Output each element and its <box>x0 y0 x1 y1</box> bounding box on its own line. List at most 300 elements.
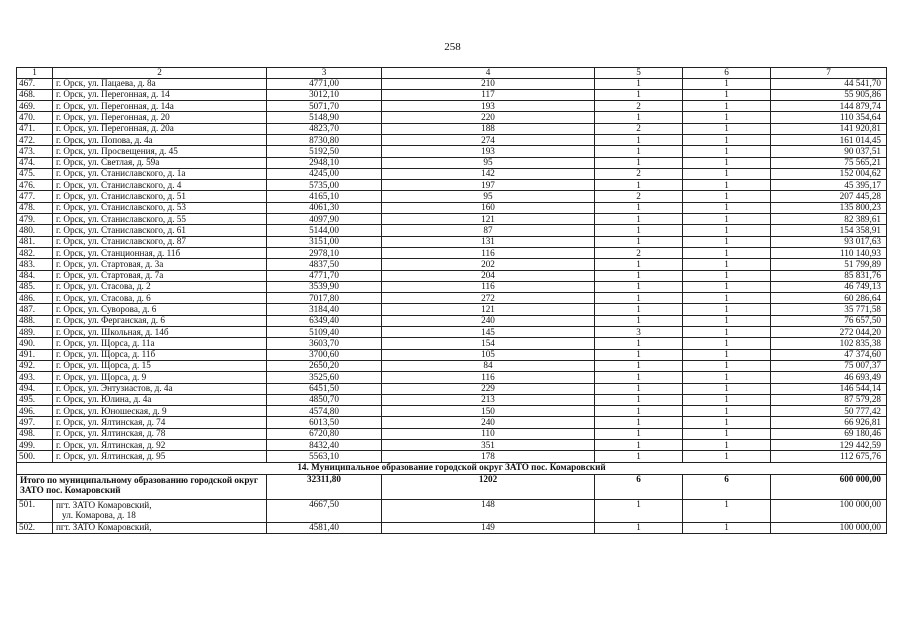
row-number: 478. <box>17 202 53 213</box>
row-col-5: 1 <box>595 394 683 405</box>
row-col-3: 3700,60 <box>267 349 382 360</box>
table-row <box>17 191 887 202</box>
table-row <box>17 360 887 371</box>
row-col-6: 1 <box>683 89 771 100</box>
row-col-6: 1 <box>683 349 771 360</box>
row-col-4: 213 <box>382 394 595 405</box>
row-number: 482. <box>17 247 53 258</box>
row-col-5: 3 <box>595 327 683 338</box>
row-col-3: 6349,40 <box>267 315 382 326</box>
table-row <box>17 451 887 462</box>
total-col-6: 6 <box>683 474 771 499</box>
row-number: 471. <box>17 123 53 134</box>
row-col-6: 1 <box>683 499 771 522</box>
table-row <box>17 327 887 338</box>
row-number: 468. <box>17 89 53 100</box>
row-col-7: 93 017,63 <box>771 236 887 247</box>
table-row <box>17 293 887 304</box>
row-col-6: 1 <box>683 428 771 439</box>
row-col-7: 154 358,91 <box>771 225 887 236</box>
row-col-7: 87 579,28 <box>771 394 887 405</box>
row-number: 494. <box>17 383 53 394</box>
row-col-4: 95 <box>382 191 595 202</box>
row-address: г. Орск, ул. Ферганская, д. 6 <box>53 315 267 326</box>
row-address: г. Орск, ул. Суворова, д. 6 <box>53 304 267 315</box>
row-col-4: 210 <box>382 78 595 89</box>
row-col-4: 154 <box>382 338 595 349</box>
table-row <box>17 202 887 213</box>
row-col-6: 1 <box>683 236 771 247</box>
table-row <box>17 259 887 270</box>
total-row <box>17 474 887 499</box>
row-number: 488. <box>17 315 53 326</box>
row-col-7: 129 442,59 <box>771 440 887 451</box>
row-col-7: 55 905,86 <box>771 89 887 100</box>
total-col-7: 600 000,00 <box>771 474 887 499</box>
row-number: 498. <box>17 428 53 439</box>
row-col-6: 1 <box>683 522 771 533</box>
row-col-4: 87 <box>382 225 595 236</box>
row-address <box>53 522 267 533</box>
row-number: 475. <box>17 168 53 179</box>
row-col-7: 272 044,20 <box>771 327 887 338</box>
row-number: 476. <box>17 180 53 191</box>
row-col-4: 149 <box>382 522 595 533</box>
row-col-7: 69 180,46 <box>771 428 887 439</box>
row-col-3: 3184,40 <box>267 304 382 315</box>
row-col-3: 4771,70 <box>267 270 382 281</box>
row-col-6: 1 <box>683 146 771 157</box>
row-col-3: 6720,80 <box>267 428 382 439</box>
section-heading-row <box>17 462 887 474</box>
row-col-6: 1 <box>683 112 771 123</box>
row-col-5: 1 <box>595 451 683 462</box>
row-col-7: 47 374,60 <box>771 349 887 360</box>
row-col-4: 116 <box>382 281 595 292</box>
row-col-5: 1 <box>595 383 683 394</box>
row-address: г. Орск, ул. Стартовая, д. 7а <box>53 270 267 281</box>
row-col-5: 1 <box>595 180 683 191</box>
row-col-5: 1 <box>595 225 683 236</box>
row-number: 491. <box>17 349 53 360</box>
row-col-7: 60 286,64 <box>771 293 887 304</box>
row-col-4: 197 <box>382 180 595 191</box>
row-address: г. Орск, ул. Перегонная, д. 20а <box>53 123 267 134</box>
row-address: г. Орск, ул. Станиславского, д. 61 <box>53 225 267 236</box>
row-col-7: 100 000,00 <box>771 499 887 522</box>
row-col-5: 1 <box>595 406 683 417</box>
table-row <box>17 112 887 123</box>
row-col-6: 1 <box>683 406 771 417</box>
table-row <box>17 236 887 247</box>
row-col-6: 1 <box>683 202 771 213</box>
row-col-5: 1 <box>595 499 683 522</box>
row-col-6: 1 <box>683 383 771 394</box>
row-col-6: 1 <box>683 270 771 281</box>
row-col-4: 142 <box>382 168 595 179</box>
row-number: 472. <box>17 134 53 145</box>
row-address: г. Орск, ул. Стасова, д. 6 <box>53 293 267 304</box>
table-row <box>17 225 887 236</box>
row-address: г. Орск, ул. Станиславского, д. 87 <box>53 236 267 247</box>
row-col-5: 1 <box>595 270 683 281</box>
row-col-6: 1 <box>683 180 771 191</box>
row-col-5: 1 <box>595 89 683 100</box>
row-col-4: 351 <box>382 440 595 451</box>
table-row <box>17 270 887 281</box>
row-col-3: 4823,70 <box>267 123 382 134</box>
table-row <box>17 214 887 225</box>
row-address: г. Орск, ул. Щорса, д. 15 <box>53 360 267 371</box>
header-cell: 4 <box>382 68 595 79</box>
row-col-7: 90 037,51 <box>771 146 887 157</box>
row-col-7: 46 693,49 <box>771 372 887 383</box>
row-col-6: 1 <box>683 394 771 405</box>
row-col-3: 5071,70 <box>267 101 382 112</box>
row-col-3: 4574,80 <box>267 406 382 417</box>
row-col-4: 131 <box>382 236 595 247</box>
row-col-7: 66 926,81 <box>771 417 887 428</box>
row-address: г. Орск, ул. Юлина, д. 4а <box>53 394 267 405</box>
row-col-3: 5735,00 <box>267 180 382 191</box>
row-col-7: 152 004,62 <box>771 168 887 179</box>
row-col-4: 220 <box>382 112 595 123</box>
row-number: 490. <box>17 338 53 349</box>
row-col-6: 1 <box>683 101 771 112</box>
row-col-6: 1 <box>683 417 771 428</box>
row-col-7: 102 835,38 <box>771 338 887 349</box>
row-col-3: 3539,90 <box>267 281 382 292</box>
header-cell: 6 <box>683 68 771 79</box>
header-cell: 2 <box>53 68 267 79</box>
row-col-7: 146 544,14 <box>771 383 887 394</box>
row-col-4: 110 <box>382 428 595 439</box>
row-address-line-1: пгт. ЗАТО Комаровский, <box>56 499 152 510</box>
row-col-3: 5109,40 <box>267 327 382 338</box>
row-col-4: 145 <box>382 327 595 338</box>
row-col-7: 144 879,74 <box>771 101 887 112</box>
row-col-5: 1 <box>595 146 683 157</box>
row-col-3: 4667,50 <box>267 499 382 522</box>
row-address: г. Орск, ул. Станиславского, д. 1а <box>53 168 267 179</box>
row-number: 484. <box>17 270 53 281</box>
row-address: г. Орск, ул. Школьная, д. 14б <box>53 327 267 338</box>
row-col-7: 35 771,58 <box>771 304 887 315</box>
row-col-6: 1 <box>683 191 771 202</box>
row-address: г. Орск, ул. Станиславского, д. 53 <box>53 202 267 213</box>
row-col-6: 1 <box>683 134 771 145</box>
row-col-5: 1 <box>595 134 683 145</box>
row-address: г. Орск, ул. Станиславского, д. 55 <box>53 214 267 225</box>
row-col-3: 4837,50 <box>267 259 382 270</box>
total-col-3: 32311,80 <box>267 474 382 499</box>
row-col-5: 1 <box>595 112 683 123</box>
row-col-6: 1 <box>683 281 771 292</box>
row-col-3: 6013,50 <box>267 417 382 428</box>
table-row <box>17 134 887 145</box>
row-address: г. Орск, ул. Ялтинская, д. 92 <box>53 440 267 451</box>
row-col-6: 1 <box>683 304 771 315</box>
row-col-3: 2948,10 <box>267 157 382 168</box>
row-col-7: 44 541,70 <box>771 78 887 89</box>
row-col-4: 160 <box>382 202 595 213</box>
row-col-6: 1 <box>683 214 771 225</box>
row-col-3: 6451,50 <box>267 383 382 394</box>
row-col-4: 84 <box>382 360 595 371</box>
row-col-5: 1 <box>595 304 683 315</box>
row-col-4: 202 <box>382 259 595 270</box>
row-number: 485. <box>17 281 53 292</box>
row-col-4: 121 <box>382 304 595 315</box>
row-col-3: 5192,50 <box>267 146 382 157</box>
row-col-7: 112 675,76 <box>771 451 887 462</box>
row-address: г. Орск, ул. Светлая, д. 59а <box>53 157 267 168</box>
row-col-6: 1 <box>683 372 771 383</box>
row-col-5: 2 <box>595 168 683 179</box>
row-col-3: 4061,30 <box>267 202 382 213</box>
row-address: г. Орск, ул. Энтузиастов, д. 4а <box>53 383 267 394</box>
row-number: 489. <box>17 327 53 338</box>
table-row <box>17 372 887 383</box>
row-number: 501. <box>17 499 53 522</box>
row-col-4: 95 <box>382 157 595 168</box>
table-row <box>17 123 887 134</box>
row-col-4: 274 <box>382 134 595 145</box>
row-col-4: 188 <box>382 123 595 134</box>
row-col-7: 75 565,21 <box>771 157 887 168</box>
row-col-7: 82 389,61 <box>771 214 887 225</box>
table-row <box>17 78 887 89</box>
row-col-5: 1 <box>595 440 683 451</box>
row-number: 477. <box>17 191 53 202</box>
row-col-4: 148 <box>382 499 595 522</box>
row-number: 469. <box>17 101 53 112</box>
row-address: г. Орск, ул. Станционная, д. 11б <box>53 247 267 258</box>
table-row <box>17 247 887 258</box>
row-col-6: 1 <box>683 123 771 134</box>
row-col-4: 121 <box>382 214 595 225</box>
row-col-4: 204 <box>382 270 595 281</box>
row-col-3: 2650,20 <box>267 360 382 371</box>
row-number: 499. <box>17 440 53 451</box>
row-col-4: 105 <box>382 349 595 360</box>
row-col-6: 1 <box>683 338 771 349</box>
row-address: г. Орск, ул. Щорса, д. 9 <box>53 372 267 383</box>
row-address: г. Орск, ул. Ялтинская, д. 74 <box>53 417 267 428</box>
row-col-6: 1 <box>683 259 771 270</box>
table-row <box>17 417 887 428</box>
row-address: г. Орск, ул. Ялтинская, д. 78 <box>53 428 267 439</box>
table-row <box>17 281 887 292</box>
row-col-4: 117 <box>382 89 595 100</box>
header-cell: 5 <box>595 68 683 79</box>
row-col-7: 100 000,00 <box>771 522 887 533</box>
row-col-5: 2 <box>595 247 683 258</box>
table-row <box>17 499 887 522</box>
row-col-6: 1 <box>683 360 771 371</box>
row-col-5: 1 <box>595 78 683 89</box>
table-row <box>17 440 887 451</box>
row-number: 479. <box>17 214 53 225</box>
row-col-4: 193 <box>382 101 595 112</box>
row-col-3: 4771,00 <box>267 78 382 89</box>
row-col-7: 110 140,93 <box>771 247 887 258</box>
table-row <box>17 146 887 157</box>
row-col-6: 1 <box>683 451 771 462</box>
row-col-7: 135 800,23 <box>771 202 887 213</box>
row-number: 481. <box>17 236 53 247</box>
row-number: 486. <box>17 293 53 304</box>
row-address-line-1: пгт. ЗАТО Комаровский, <box>56 522 152 533</box>
row-number: 473. <box>17 146 53 157</box>
row-col-5: 1 <box>595 338 683 349</box>
row-number: 495. <box>17 394 53 405</box>
row-col-4: 229 <box>382 383 595 394</box>
table-header-row <box>17 68 887 79</box>
row-number: 483. <box>17 259 53 270</box>
row-col-6: 1 <box>683 293 771 304</box>
row-col-5: 1 <box>595 236 683 247</box>
table-row <box>17 406 887 417</box>
row-number: 480. <box>17 225 53 236</box>
row-col-5: 1 <box>595 202 683 213</box>
row-col-5: 1 <box>595 214 683 225</box>
row-address: г. Орск, ул. Стасова, д. 2 <box>53 281 267 292</box>
row-address: г. Орск, ул. Станиславского, д. 51 <box>53 191 267 202</box>
row-col-3: 5148,90 <box>267 112 382 123</box>
row-col-5: 1 <box>595 315 683 326</box>
table-row <box>17 157 887 168</box>
row-number: 492. <box>17 360 53 371</box>
row-col-7: 161 014,45 <box>771 134 887 145</box>
row-address <box>53 499 267 522</box>
row-col-3: 5563,10 <box>267 451 382 462</box>
row-col-7: 50 777,42 <box>771 406 887 417</box>
row-col-6: 1 <box>683 78 771 89</box>
table-row <box>17 522 887 533</box>
total-col-4: 1202 <box>382 474 595 499</box>
row-col-4: 240 <box>382 315 595 326</box>
row-address: г. Орск, ул. Перегонная, д. 14а <box>53 101 267 112</box>
row-col-7: 51 799,89 <box>771 259 887 270</box>
row-col-6: 1 <box>683 327 771 338</box>
row-col-3: 2978,10 <box>267 247 382 258</box>
row-col-3: 8432,40 <box>267 440 382 451</box>
row-col-5: 1 <box>595 522 683 533</box>
table-row <box>17 315 887 326</box>
row-col-5: 2 <box>595 123 683 134</box>
row-col-7: 85 831,76 <box>771 270 887 281</box>
row-number: 487. <box>17 304 53 315</box>
row-col-5: 1 <box>595 372 683 383</box>
row-col-3: 3525,60 <box>267 372 382 383</box>
row-col-6: 1 <box>683 247 771 258</box>
header-cell: 1 <box>17 68 53 79</box>
row-col-7: 110 354,64 <box>771 112 887 123</box>
row-col-5: 1 <box>595 293 683 304</box>
row-col-5: 1 <box>595 259 683 270</box>
row-col-7: 45 395,17 <box>771 180 887 191</box>
row-address: г. Орск, ул. Щорса, д. 11б <box>53 349 267 360</box>
row-col-4: 116 <box>382 247 595 258</box>
row-col-3: 4097,90 <box>267 214 382 225</box>
table-row <box>17 383 887 394</box>
row-number: 496. <box>17 406 53 417</box>
row-address: г. Орск, ул. Перегонная, д. 14 <box>53 89 267 100</box>
row-col-3: 4581,40 <box>267 522 382 533</box>
row-col-5: 1 <box>595 428 683 439</box>
row-col-3: 5144,00 <box>267 225 382 236</box>
row-col-7: 76 657,50 <box>771 315 887 326</box>
row-address: г. Орск, ул. Юношеская, д. 9 <box>53 406 267 417</box>
row-col-5: 1 <box>595 281 683 292</box>
row-col-6: 1 <box>683 440 771 451</box>
row-col-6: 1 <box>683 157 771 168</box>
section-title: 14. Муниципальное образование городской округ ЗАТО пос. Комаровский <box>17 462 887 474</box>
row-number: 500. <box>17 451 53 462</box>
row-col-6: 1 <box>683 225 771 236</box>
row-address: г. Орск, ул. Щорса, д. 11а <box>53 338 267 349</box>
row-number: 467. <box>17 78 53 89</box>
row-col-4: 150 <box>382 406 595 417</box>
total-label: Итого по муниципальному образованию городской округ ЗАТО пос. Комаровский <box>17 474 267 499</box>
row-col-3: 3151,00 <box>267 236 382 247</box>
row-address: г. Орск, ул. Стартовая, д. 3а <box>53 259 267 270</box>
data-table <box>16 67 887 534</box>
row-col-4: 116 <box>382 372 595 383</box>
table-row <box>17 349 887 360</box>
page-number: 258 <box>444 41 461 53</box>
row-col-6: 1 <box>683 168 771 179</box>
row-col-3: 4245,00 <box>267 168 382 179</box>
row-col-5: 1 <box>595 417 683 428</box>
row-number: 470. <box>17 112 53 123</box>
row-col-7: 207 445,28 <box>771 191 887 202</box>
row-col-4: 193 <box>382 146 595 157</box>
row-address: г. Орск, ул. Попова, д. 4а <box>53 134 267 145</box>
row-address-line-2: ул. Комарова, д. 18 <box>62 510 136 521</box>
row-col-3: 3012,10 <box>267 89 382 100</box>
row-address: г. Орск, ул. Ялтинская, д. 95 <box>53 451 267 462</box>
row-address: г. Орск, ул. Пацаева, д. 8а <box>53 78 267 89</box>
row-col-7: 75 007,37 <box>771 360 887 371</box>
table-row <box>17 338 887 349</box>
row-col-5: 1 <box>595 360 683 371</box>
row-address: г. Орск, ул. Станиславского, д. 4 <box>53 180 267 191</box>
total-col-5: 6 <box>595 474 683 499</box>
row-col-5: 2 <box>595 191 683 202</box>
row-col-7: 46 749,13 <box>771 281 887 292</box>
row-col-3: 3603,70 <box>267 338 382 349</box>
row-number: 474. <box>17 157 53 168</box>
row-col-4: 178 <box>382 451 595 462</box>
row-col-5: 1 <box>595 349 683 360</box>
table-row <box>17 304 887 315</box>
row-col-5: 1 <box>595 157 683 168</box>
row-col-3: 7017,80 <box>267 293 382 304</box>
row-address: г. Орск, ул. Перегонная, д. 20 <box>53 112 267 123</box>
row-col-3: 4850,70 <box>267 394 382 405</box>
table-row <box>17 180 887 191</box>
row-col-3: 4165,10 <box>267 191 382 202</box>
table-row <box>17 428 887 439</box>
row-col-4: 240 <box>382 417 595 428</box>
row-col-7: 141 920,81 <box>771 123 887 134</box>
row-col-6: 1 <box>683 315 771 326</box>
table-row <box>17 168 887 179</box>
row-col-4: 272 <box>382 293 595 304</box>
row-col-5: 2 <box>595 101 683 112</box>
